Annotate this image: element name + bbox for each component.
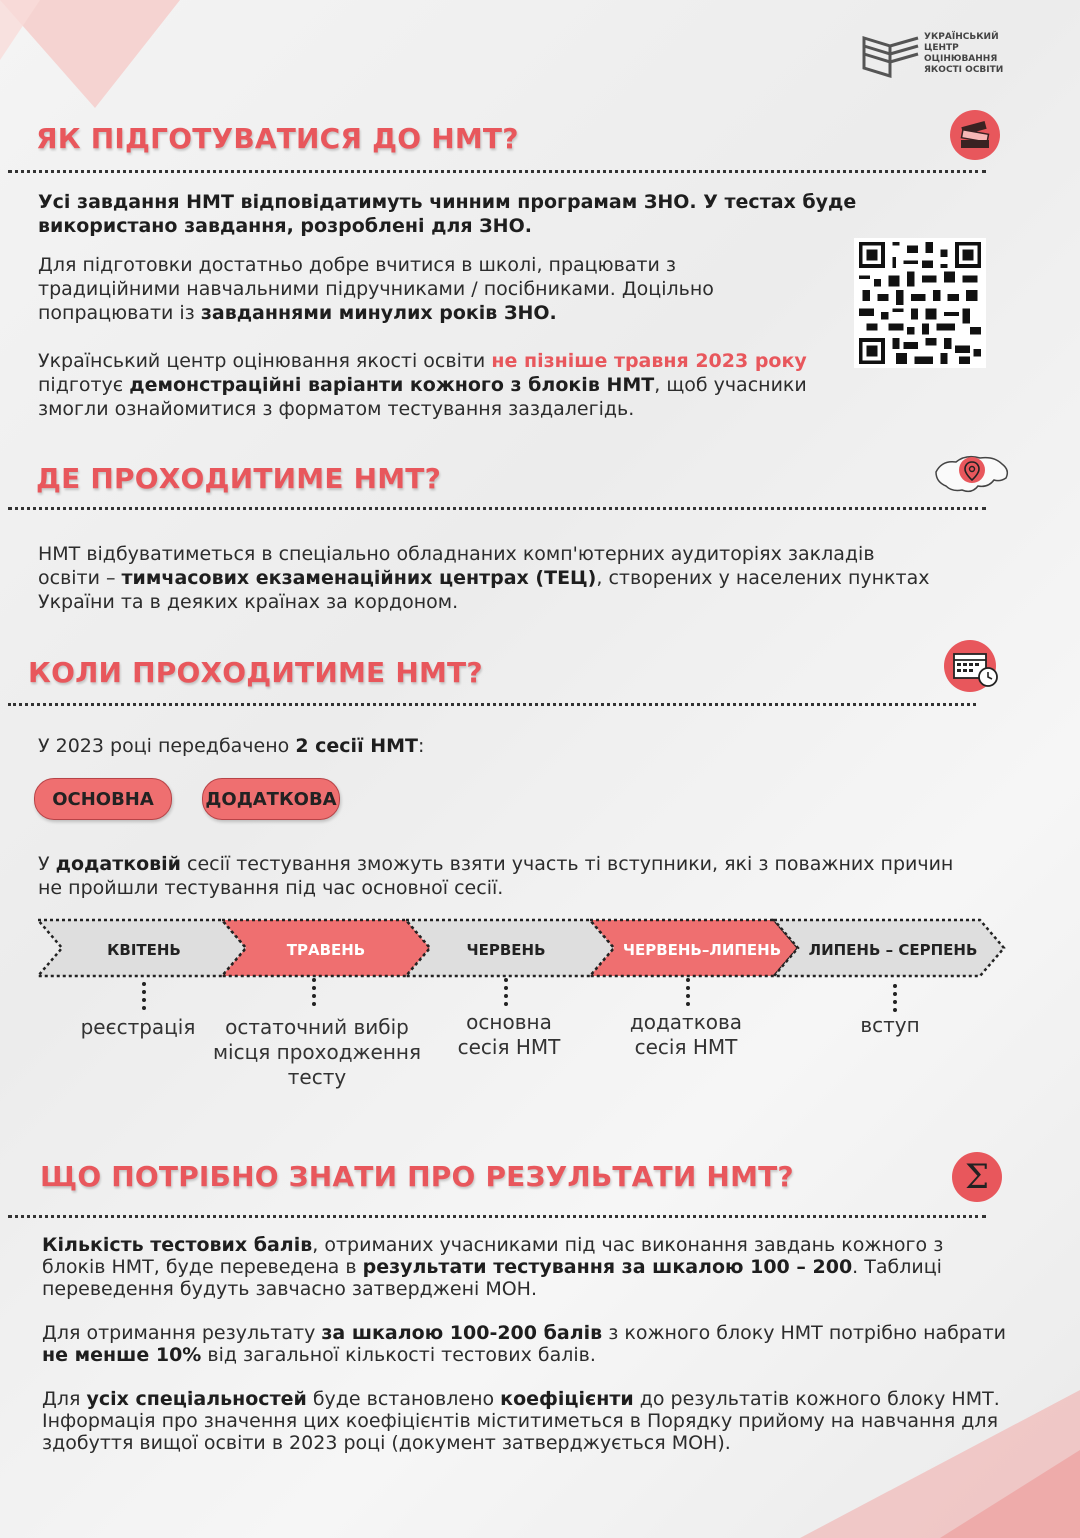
where-paragraph: НМТ відбуватиметься в спеціально обладнаних комп'ютерних аудиторіях закладів освіти – тимчасових екзаменаційних центрах (ТЕЦ), створених у населених пунктах України та в деяких країнах за кордоном. — [38, 543, 930, 613]
timeline-label-extra-session: додаткова сесія НМТ — [629, 1010, 743, 1059]
calendar-clock-icon — [944, 640, 996, 692]
section-title-results: ЩО ПОТРІБНО ЗНАТИ ПРО РЕЗУЛЬТАТИ НМТ? — [40, 1160, 794, 1193]
map-pin-icon — [932, 448, 1012, 500]
timeline-month-may: ТРАВЕНЬ — [286, 941, 366, 959]
timeline-label-final-choice: остаточний вибір місця проходження тесту — [212, 1015, 422, 1089]
section-divider-1 — [8, 170, 986, 173]
timeline-step-may — [222, 920, 430, 976]
logo-line-4: ЯКОСТІ ОСВІТИ — [924, 65, 1004, 75]
section-divider-3 — [8, 703, 976, 706]
timeline-step-july-august — [774, 920, 1004, 976]
qr-code — [854, 238, 986, 368]
books-icon — [950, 110, 1000, 160]
timeline-label-registration: реєстрація — [80, 1015, 196, 1039]
timeline — [36, 914, 1012, 982]
section-title-where: ДЕ ПРОХОДИТИМЕ НМТ? — [36, 462, 442, 495]
timeline-step-june-july — [590, 920, 798, 976]
ucoz-logo — [862, 32, 1022, 82]
logo-line-1: УКРАЇНСЬКИЙ — [924, 32, 999, 42]
timeline-step-june — [406, 920, 614, 976]
timeline-connector-4 — [686, 978, 690, 1006]
logo-line-3: ОЦІНЮВАННЯ — [924, 54, 998, 64]
decorative-triangle-top-left — [0, 0, 200, 120]
sigma-icon: Σ — [952, 1152, 1002, 1202]
timeline-label-admission: вступ — [860, 1013, 920, 1037]
timeline-month-june: ЧЕРВЕНЬ — [466, 941, 546, 959]
prepare-paragraph-2: Український центр оцінювання якості освіти не пізніше травня 2023 року підготує демонстраційні варіанти кожного з блоків НМТ, щоб учасники змогли ознайомитися з форматом тестування заздалегідь. — [38, 350, 807, 420]
results-paragraph-2: Для отримання результату за шкалою 100-200 балів з кожного блоку НМТ потрібно набрати не менше 10% від загальної кількості тестових балів. — [42, 1322, 1006, 1366]
timeline-month-june-july: ЧЕРВЕНЬ–ЛИПЕНЬ — [622, 941, 782, 959]
section-title-prepare: ЯК ПІДГОТУВАТИСЯ ДО НМТ? — [36, 122, 519, 155]
session-main-badge: ОСНОВНА — [34, 778, 172, 820]
timeline-step-april — [38, 920, 246, 976]
timeline-month-july-august: ЛИПЕНЬ – СЕРПЕНЬ — [808, 941, 978, 959]
timeline-label-main-session: основна сесія НМТ — [457, 1010, 561, 1059]
prepare-paragraph-1: Для підготовки достатньо добре вчитися в школі, працювати з традиційними навчальними підручниками / посібниками. Доцільно попрацювати із завданнями минулих років ЗНО. — [38, 254, 714, 324]
logo-line-2: ЦЕНТР — [924, 43, 959, 53]
book-logo-icon — [862, 32, 920, 80]
timeline-connector-1 — [142, 982, 146, 1010]
section-title-when: КОЛИ ПРОХОДИТИМЕ НМТ? — [28, 656, 483, 689]
when-paragraph-2: У додатковій сесії тестування зможуть взяти участь ті вступники, які з поважних причин не пройшли тестування під час основної сесії. — [38, 853, 954, 899]
timeline-connector-2 — [312, 978, 316, 1006]
when-intro: У 2023 році передбачено 2 сесії НМТ: — [38, 735, 425, 757]
timeline-month-april: КВІТЕНЬ — [107, 941, 181, 959]
results-paragraph-1: Кількість тестових балів, отриманих учасниками під час виконання завдань кожного з блоків НМТ, буде переведена в результати тестування за шкалою 100 – 200. Таблиці переведення будуть завчасно затверджені МОН. — [42, 1234, 944, 1300]
results-paragraph-3: Для усіх спеціальностей буде встановлено коефіцієнти до результатів кожного блоку НМТ. Інформація про значення цих коефіцієнтів міститиметься в Порядку прийому на навчання для здобуття вищої освіти в 2023 році (документ затверджується МОН). — [42, 1388, 1000, 1454]
timeline-connector-3 — [504, 978, 508, 1006]
section-divider-2 — [8, 507, 986, 510]
timeline-connector-5 — [893, 984, 897, 1012]
session-extra-badge: ДОДАТКОВА — [202, 778, 340, 820]
prepare-intro-text: Усі завдання НМТ відповідатимуть чинним програмам ЗНО. У тестах буде використано завдання, розроблені для ЗНО. — [38, 191, 857, 237]
section-divider-4 — [8, 1215, 986, 1218]
